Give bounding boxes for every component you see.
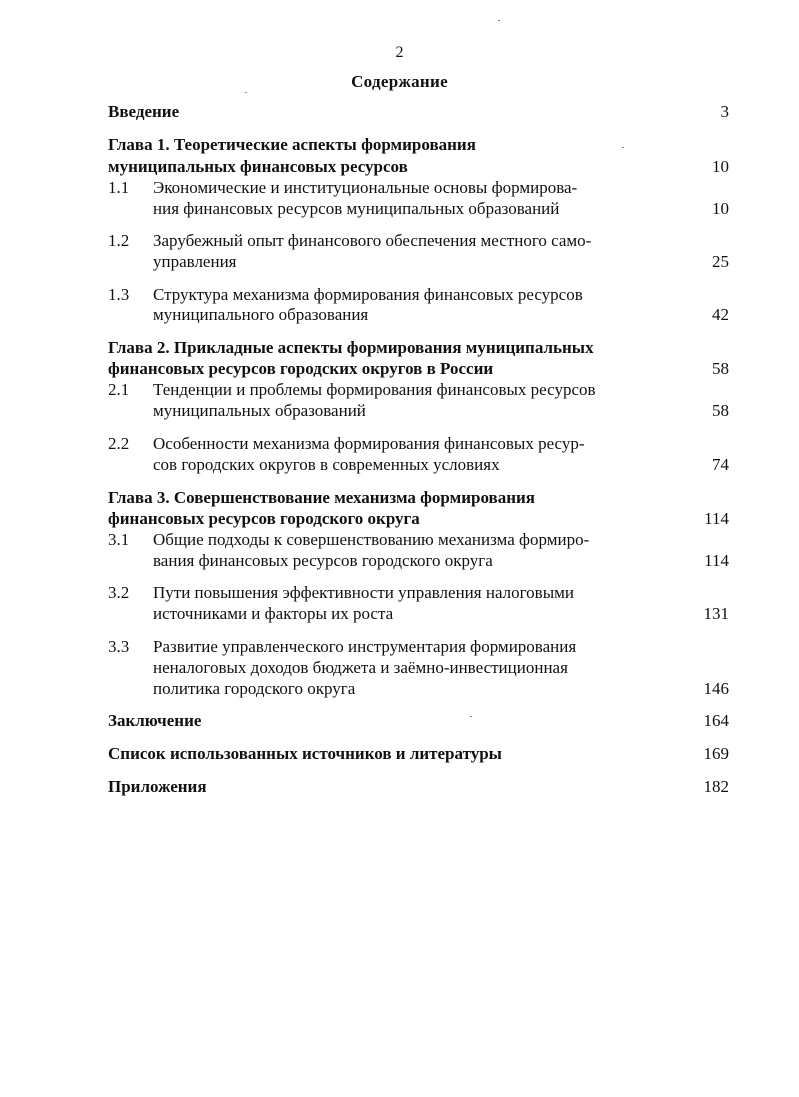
toc-section-number: 2.2 [108,434,130,453]
toc-entry-title-cont: управления [153,252,237,271]
toc-entry-title-cont: финансовых ресурсов городского округа [108,509,420,528]
toc-entry-title-cont: муниципальных образований [153,401,366,420]
toc-entry-title: Экономические и институциональные основы формирова- [153,178,578,197]
toc-page-number: 42 [712,305,729,324]
toc-entry-title: Развитие управленческого инструментария формирования [153,637,577,656]
toc-entry-title: Приложения [108,777,207,796]
toc-page-number: 182 [703,777,729,796]
toc-page-number: 114 [704,509,729,528]
toc-section-number: 1.3 [108,285,130,304]
toc-page-number: 25 [712,252,729,271]
toc-page-number: 114 [704,551,729,570]
toc-entry-title: Глава 2. Прикладные аспекты формирования муниципальных [108,338,594,357]
toc-page-number: 74 [712,455,729,474]
page-number: 2 [395,44,404,61]
toc-page-number: 58 [712,401,729,420]
toc-entry-title: Глава 1. Теоретические аспекты формирования [108,135,476,154]
toc-page-number: 10 [712,157,729,176]
toc-entry-title: Введение [108,102,180,121]
toc-page-number: 169 [703,744,729,763]
toc-page-number: 164 [703,711,729,730]
toc-section-number: 2.1 [108,380,130,399]
toc-entry-title-cont: политика городского округа [153,679,356,698]
toc-page-number: 58 [712,359,729,378]
toc-page-number: 3 [720,102,729,121]
toc-page-number: 146 [703,679,729,698]
toc-entry-title-cont: вания финансовых ресурсов городского округа [153,551,493,570]
toc-entry-title-cont: ния финансовых ресурсов муниципальных образований [153,199,560,218]
toc-page-number: 10 [712,199,729,218]
toc-entry-title: Общие подходы к совершенствованию механизма формиро- [153,530,590,549]
toc-entry-title-cont: неналоговых доходов бюджета и заёмно-инвестиционная [153,658,568,677]
toc-section-number: 3.3 [108,637,130,656]
page-title: Содержание [351,72,448,91]
toc-entry-title-cont: финансовых ресурсов городских округов в России [108,359,494,378]
toc-entry-title: Особенности механизма формирования финансовых ресур- [153,434,585,453]
toc-entry-title-cont: муниципального образования [153,305,369,324]
toc-page-number: 131 [703,604,729,623]
toc-entry-title: Структура механизма формирования финансовых ресурсов [153,285,583,304]
toc-section-number: 1.2 [108,231,130,250]
toc-section-number: 3.1 [108,530,130,549]
toc-entry-title: Зарубежный опыт финансового обеспечения местного само- [153,231,592,250]
toc-entry-title: Тенденции и проблемы формирования финансовых ресурсов [153,380,596,399]
toc-entry-title: Глава 3. Совершенствование механизма формирования [108,488,535,507]
toc-entry-title-cont: источниками и факторы их роста [153,604,394,623]
toc-entry-title-cont: муниципальных финансовых ресурсов [108,157,408,176]
toc-entry-title-cont: сов городских округов в современных условиях [153,455,500,474]
toc-entry-title: Список использованных источников и литературы [108,744,502,763]
toc-section-number: 3.2 [108,583,130,602]
toc-entry-title: Заключение [108,711,202,730]
toc-entry-title: Пути повышения эффективности управления налоговыми [153,583,574,602]
toc-section-number: 1.1 [108,178,130,197]
